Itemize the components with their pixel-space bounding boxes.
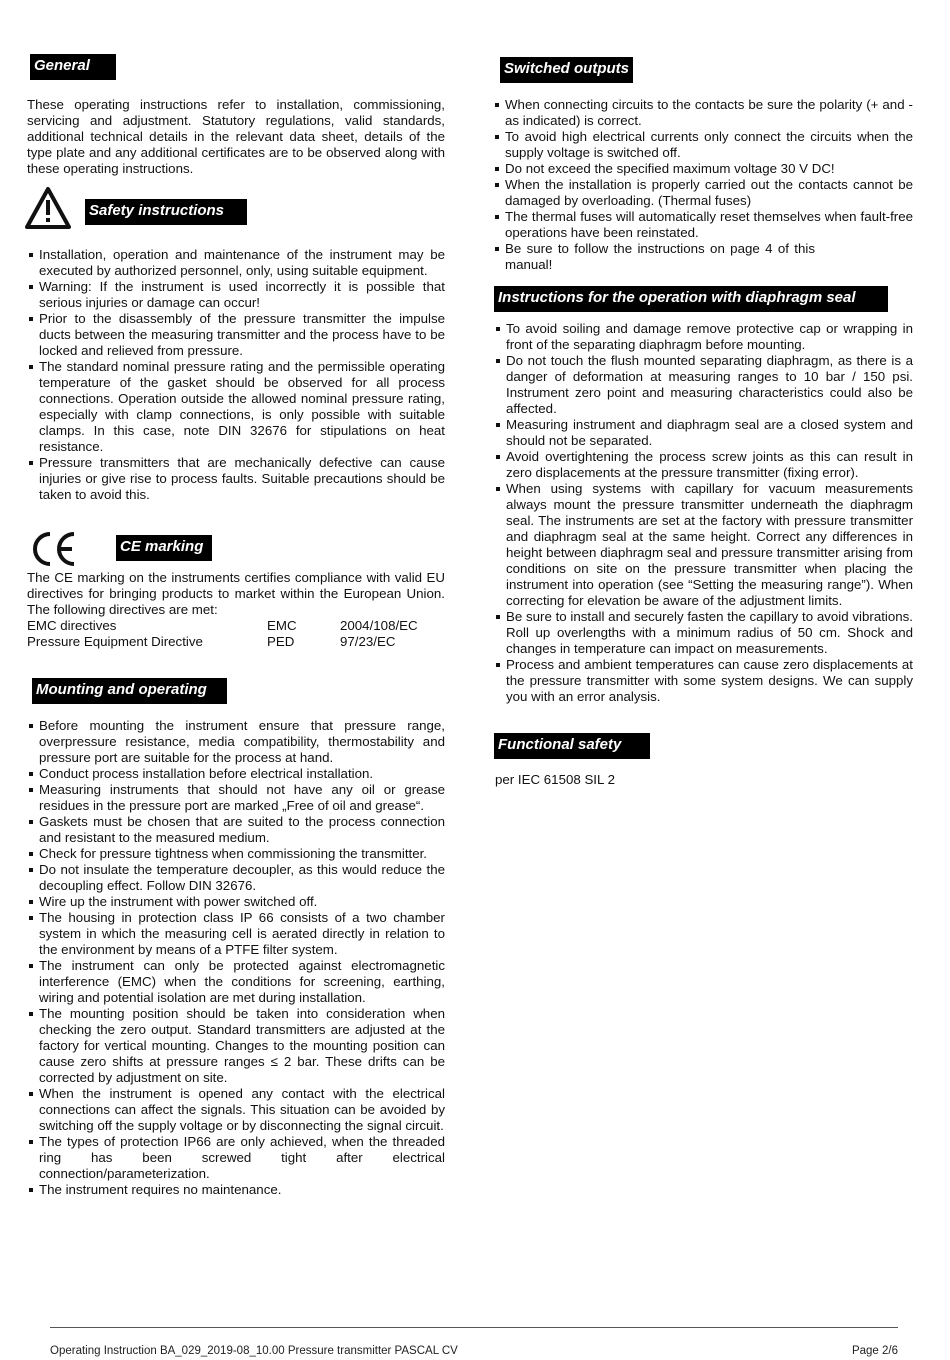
list-item: To avoid high electrical currents only connect the circuits when the supply voltage is switched off. [493,129,913,161]
list-item: Measuring instrument and diaphragm seal are a closed system and should not be separated. [494,417,913,449]
list-item: When the installation is properly carried out the contacts cannot be damaged by overloading. (Thermal fuses) [493,177,913,209]
list-item: The instrument requires no maintenance. [27,1182,445,1198]
list-item: When using systems with capillary for vacuum measurements always mount the pressure transmitter underneath the diaphragm seal. The instruments are set at the factory with pressure transmitter and diaphragm seal at the same height. Correct any differences in height between diaphragm seal and pressure transmitter arising from conditions on site on the pressure transmitter when placing the instrument into operation (see “Setting the measuring range”). When correcting for elevation be aware of the adjustment limits. [494,481,913,609]
page-number: Page 2/6 [851,1345,898,1357]
ce-mark-icon [30,530,78,568]
list-item: To avoid soiling and damage remove protective cap or wrapping in front of the separating diaphragm before mounting. [494,321,913,353]
list-item: The thermal fuses will automatically reset themselves when fault-free operations have been reinstated. [493,209,913,241]
list-item: Wire up the instrument with power switched off. [27,894,445,910]
list-item: Be sure to install and securely fasten the capillary to avoid vibrations. Roll up overlengths with a minimum radius of 50 cm. Shock and changes in temperature can impact on measurements. [494,609,913,657]
list-item: Measuring instruments that should not have any oil or grease residues in the pressure port are marked „Free of oil and grease“. [27,782,445,814]
list-item: The standard nominal pressure rating and the permissible operating temperature of the gasket should be observed for all process connections. Operation outside the allowed nominal pressure rating, especially with clamp connections, is only possible with suitable clamps. In this case, note DIN 32676 for stipulations on heat resistance. [27,359,445,455]
list-item: Installation, operation and maintenance of the instrument may be executed by authorized personnel, only, using suitable equipment. [27,247,445,279]
ce-heading: CE marking [116,535,212,561]
warning-triangle-icon [24,186,72,230]
list-item: Conduct process installation before electrical installation. [27,766,445,782]
list-item: Before mounting the instrument ensure that pressure range, overpressure resistance, media compatibility, thermostability and pressure port are suitable for the process at hand. [27,718,445,766]
list-item: Avoid overtightening the process screw joints as this can result in zero displacements at the pressure transmitter (fixing error). [494,449,913,481]
general-heading: General [30,54,116,80]
list-item: The instrument can only be protected against electromagnetic interference (EMC) when the conditions for screening, earthing, wiring and potential isolation are met during installation. [27,958,445,1006]
footer-divider [50,1327,898,1328]
list-item: Prior to the disassembly of the pressure transmitter the impulse ducts between the measuring transmitter and the process have to be locked and relieved from pressure. [27,311,445,359]
ce-text: The CE marking on the instruments certifies compliance with valid EU directives for bringing products to market within the European Union. The following directives are met: [27,570,445,617]
list-item: Gaskets must be chosen that are suited to the process connection and resistant to the measured medium. [27,814,445,846]
functional-text: per IEC 61508 SIL 2 [495,772,615,787]
list-item: When the instrument is opened any contact with the electrical connections can affect the signals. This situation can be avoided by switching off the supply voltage or by disconnecting the signal circuit. [27,1086,445,1134]
safety-list [27,247,445,503]
diaphragm-heading: Instructions for the operation with diaphragm seal [494,286,888,312]
directives-table [27,618,447,650]
table-row: EMC directives EMC 2004/108/EC [27,618,418,633]
list-item: The mounting position should be taken into consideration when checking the zero output. Standard transmitters are adjusted at the factory for vertical mounting. Changes to the mounting position can cause zero shifts at pressure ranges ≤ 2 bar. These drifts can be corrected by adjustment on site. [27,1006,445,1086]
list-item: Be sure to follow the instructions on page 4 of this manual! [493,241,815,273]
list-item: Do not touch the flush mounted separating diaphragm, as there is a danger of deformation at measuring ranges to 10 bar / 150 psi. Instrument zero point and measuring characteristics could also be affected. [494,353,913,417]
switched-heading: Switched outputs [500,57,633,83]
list-item: Check for pressure tightness when commissioning the transmitter. [27,846,445,862]
table-row: Pressure Equipment Directive PED 97/23/EC [27,634,396,649]
list-item: When connecting circuits to the contacts be sure the polarity (+ and - as indicated) is correct. [493,97,913,129]
list-item: The housing in protection class IP 66 consists of a two chamber system in which the measuring cell is aerated directly in relation to the environment by means of a PTFE filter system. [27,910,445,958]
safety-heading: Safety instructions [85,199,247,225]
switched-list [493,97,913,273]
general-text: These operating instructions refer to installation, commissioning, servicing and adjustment. Statutory regulations, valid standards, additional technical details in the relevant data sheet, details of the type plate and any additional certificates are to be observed along with these operating instructions. [27,97,445,176]
list-item: Do not exceed the specified maximum voltage 30 V DC! [493,161,913,177]
footer-document-id: Operating Instruction BA_029_2019-08_10.00 Pressure transmitter PASCAL CV [50,1345,458,1357]
diaphragm-list [494,321,913,705]
list-item: Pressure transmitters that are mechanically defective can cause injuries or give rise to process faults. Suitable precautions should be taken to avoid this. [27,455,445,503]
mounting-list [27,718,445,1198]
list-item: Warning: If the instrument is used incorrectly it is possible that serious injuries or damage can occur! [27,279,445,311]
mounting-heading: Mounting and operating [32,678,227,704]
functional-heading: Functional safety [494,733,650,759]
list-item: Process and ambient temperatures can cause zero displacements at the pressure transmitter with some system designs. We can supply you with an error analysis. [494,657,913,705]
list-item: The types of protection IP66 are only achieved, when the threaded ring has been screwed tight after electrical connection/parameterization. [27,1134,445,1182]
list-item: Do not insulate the temperature decoupler, as this would reduce the decoupling effect. Follow DIN 32676. [27,862,445,894]
